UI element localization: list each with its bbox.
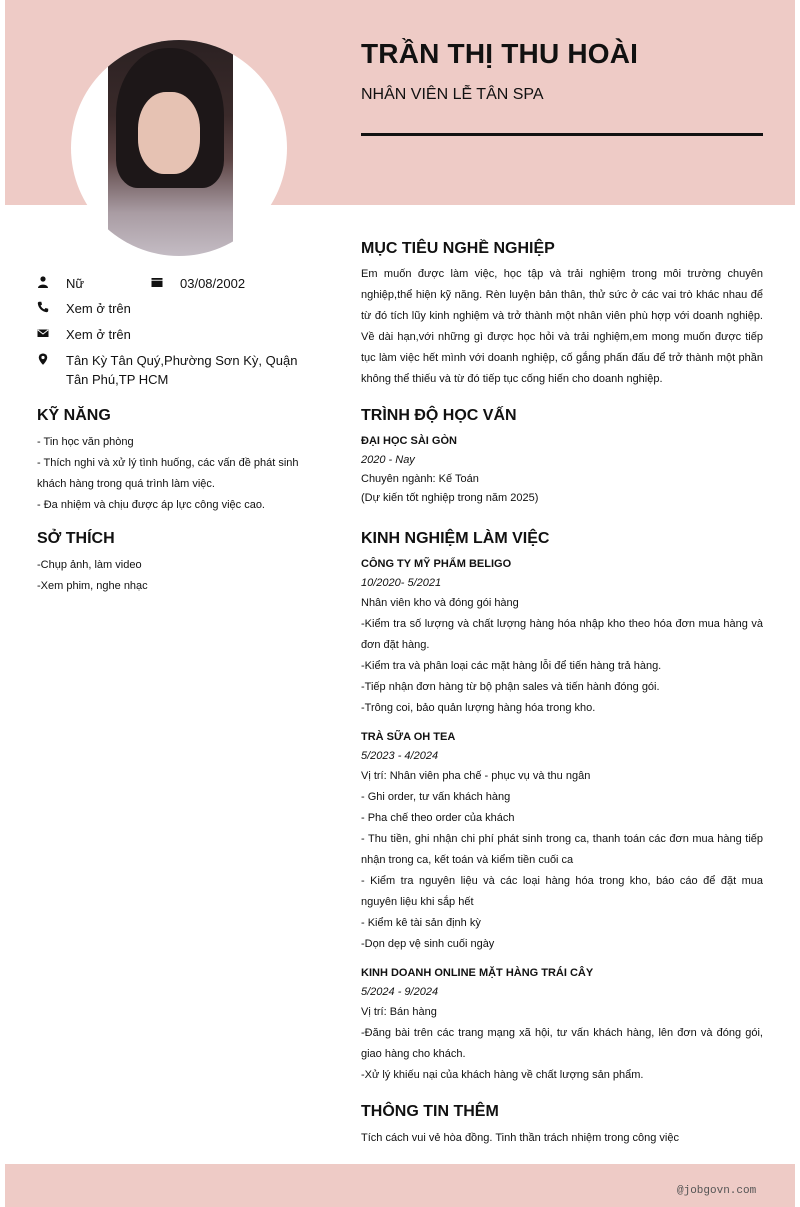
address-text: Tân Kỳ Tân Quý,Phường Sơn Kỳ, Quận Tân Phú,TP HCM [66,353,298,387]
job-line: -Xử lý khiếu nại của khách hàng về chất lượng sản phẩm. [361,1069,644,1081]
job-line: - Kiểm kê tài sản định kỳ [361,917,481,929]
calendar-icon [151,276,163,288]
extra-title: THÔNG TIN THÊM [361,1103,499,1120]
objective-title: MỤC TIÊU NGHỀ NGHIỆP [361,240,555,257]
hobby-item: -Xem phim, nghe nhạc [37,580,148,592]
phone-text: Xem ở trên [66,301,131,316]
email-row [37,325,131,344]
job-line: - Ghi order, tư vấn khách hàng [361,791,511,803]
job-line: -Tiếp nhận đơn hàng từ bộ phận sales và tiến hành đóng gói. [361,681,660,693]
skills-title: KỸ NĂNG [37,407,111,424]
job-company: CÔNG TY MỸ PHẨM BELIGO [361,558,512,570]
phone-row [37,299,131,318]
job-line: -Dọn dẹp vệ sinh cuối ngày [361,938,495,950]
job-dates: 10/2020- 5/2021 [361,577,442,589]
header-divider [361,133,763,136]
email-text: Xem ở trên [66,327,131,342]
person-icon [37,276,49,288]
education-dates: 2020 - Nay [361,454,415,466]
skill-item: - Thích nghi và xử lý tình huống, các vấn đề phát sinh khách hàng trong quá trình làm việc. [37,457,299,490]
job-entry-beligo [361,555,763,719]
job-line: -Trông coi, bảo quản lượng hàng hóa trong kho. [361,702,596,714]
profile-photo-frame [71,40,287,256]
gender-row [37,274,245,293]
phone-icon [37,301,49,313]
job-line: -Kiểm tra số lượng và chất lượng hàng hóa nhập kho theo hóa đơn mua hàng và đơn đặt hàng. [361,618,763,651]
school-name: ĐẠI HỌC SÀI GÒN [361,435,457,447]
education-note: (Dự kiến tốt nghiệp trong năm 2025) [361,492,539,504]
job-line: Vị trí: Nhân viên pha chế - phục vụ và thu ngân [361,770,591,782]
job-company: TRÀ SỮA OH TEA [361,731,456,743]
job-line: -Đăng bài trên các trang mạng xã hội, tư vấn khách hàng, lên đơn và đóng gói, giao hàng cho khách. [361,1027,763,1060]
candidate-role: NHÂN VIÊN LỄ TÂN SPA [361,86,544,103]
objective-text: Em muốn được làm việc, học tập và trải nghiệm trong môi trường chuyên nghiệp,thể hiện kỹ năng. Rèn luyện bản thân, thử sức ở các vai trò khác nhau để từ đó tích lũy kinh nghiệm và trở thành một nhân viên phù hợp với doanh nghiệp. Về dài hạn,với những gì được học hỏi và trải nghiệm,em mong muốn được tiếp tục làm việc hết mình với doanh nghiệp, cố gắng phấn đấu để trở thành một phần không thể thiếu và từ đó tiếp tục cống hiến cho doanh nghiệp. [361,268,763,385]
extra-section [361,1128,763,1149]
job-dates: 5/2023 - 4/2024 [361,750,439,762]
experience-title: KINH NGHIỆM LÀM VIỆC [361,530,550,547]
hobby-item: -Chụp ảnh, làm video [37,559,142,571]
email-icon [37,327,49,339]
job-line: Nhân viên kho và đóng gói hàng [361,597,519,609]
job-company: KINH DOANH ONLINE MẶT HÀNG TRÁI CÂY [361,967,594,979]
job-line: - Thu tiền, ghi nhận chi phí phát sinh trong ca, thanh toán các đơn mua hàng tiếp nhận trong ca, kết toán và kiểm tiền cuối ca [361,833,763,866]
education-title: TRÌNH ĐỘ HỌC VẤN [361,407,517,424]
profile-photo [108,40,233,256]
address-row [37,351,306,389]
job-line: -Kiểm tra và phân loại các mặt hàng lỗi để tiến hàng trả hàng. [361,660,662,672]
candidate-name: TRẦN THỊ THU HOÀI [361,38,639,69]
photo-face [138,92,200,174]
education-major: Chuyên ngành: Kế Toán [361,473,479,485]
footer-brand[interactable]: @jobgovn.com [677,1185,757,1197]
job-entry-ohtea [361,728,763,955]
job-line: - Pha chế theo order của khách [361,812,515,824]
job-line: Vị trí: Bán hàng [361,1006,437,1018]
job-line: - Kiểm tra nguyên liệu và các loại hàng hóa trong kho, báo cáo để đặt mua nguyên liệu khi sắp hết [361,875,763,908]
skill-item: - Tin học văn phòng [37,436,134,448]
extra-text: Tích cách vui vẻ hòa đồng. Tinh thần trách nhiệm trong công việc [361,1132,679,1144]
objective-section [361,264,763,390]
birthdate-text: 03/08/2002 [180,276,246,291]
job-entry-fruit [361,964,763,1086]
skill-item: - Đa nhiệm và chịu được áp lực công việc cao. [37,499,265,511]
location-icon [37,353,49,365]
job-dates: 5/2024 - 9/2024 [361,986,439,998]
skills-list [37,432,307,516]
gender-text: Nữ [66,276,85,291]
hobbies-list [37,555,307,597]
education-section [361,432,763,508]
hobbies-title: SỞ THÍCH [37,530,115,547]
